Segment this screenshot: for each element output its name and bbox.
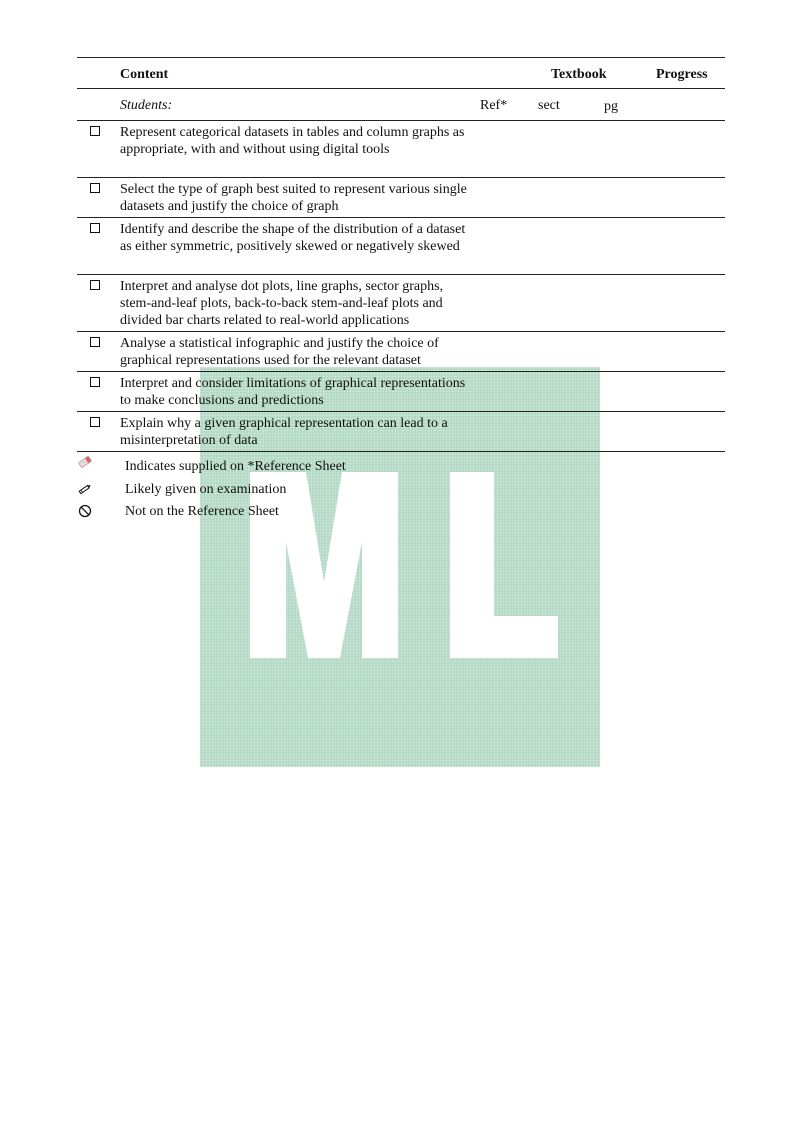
row-divider (77, 411, 725, 412)
row-checkbox[interactable] (90, 126, 100, 136)
ref-column-label: Ref* (480, 98, 508, 113)
row-divider (77, 177, 725, 178)
row-outcome-text: Analyse a statistical infographic and justify the choice of graphical representations used for the relevant dataset (120, 336, 439, 368)
subheader-rule (77, 120, 725, 121)
table-bottom-rule (77, 451, 725, 452)
prohibited-icon (77, 503, 93, 519)
row-outcome-text: Represent categorical datasets in tables and column graphs as appropriate, with and without using digital tools (120, 125, 465, 157)
row-checkbox[interactable] (90, 280, 100, 290)
row-divider (77, 274, 725, 275)
row-checkbox[interactable] (90, 417, 100, 427)
row-divider (77, 331, 725, 332)
watermark-logo (244, 472, 564, 658)
legend-reference-text: Indicates supplied on *Reference Sheet (125, 459, 346, 474)
students-label: Students: (120, 98, 173, 113)
content-heading: Content (120, 67, 169, 82)
row-outcome-text: Identify and describe the shape of the distribution of a dataset as either symmetric, positively skewed or negatively skewed (120, 222, 466, 254)
sect-column-label: sect (538, 98, 560, 113)
row-checkbox[interactable] (90, 377, 100, 387)
row-checkbox[interactable] (90, 183, 100, 193)
pg-column-label: pg (604, 99, 618, 114)
row-outcome-text: Select the type of graph best suited to represent various single datasets and justify the choice of graph (120, 182, 467, 214)
progress-heading: Progress (656, 67, 708, 82)
row-divider (77, 217, 725, 218)
reference-sheet-icon (77, 454, 93, 470)
legend-not-reference-text: Not on the Reference Sheet (125, 504, 279, 519)
row-checkbox[interactable] (90, 223, 100, 233)
row-outcome-text: Explain why a given graphical representation can lead to a misinterpretation of data (120, 416, 448, 448)
row-divider (77, 371, 725, 372)
pencil-icon (77, 481, 93, 497)
row-outcome-text: Interpret and consider limitations of graphical representations to make conclusions and predictions (120, 376, 466, 408)
header-rule (77, 88, 725, 89)
legend-examination-text: Likely given on examination (125, 482, 287, 497)
row-checkbox[interactable] (90, 337, 100, 347)
textbook-heading: Textbook (551, 67, 607, 82)
table-top-rule (77, 57, 725, 58)
row-outcome-text: Interpret and analyse dot plots, line graphs, sector graphs, stem-and-leaf plots, back-to-back stem-and-leaf plots and divided bar charts related to real-world applications (120, 279, 444, 328)
